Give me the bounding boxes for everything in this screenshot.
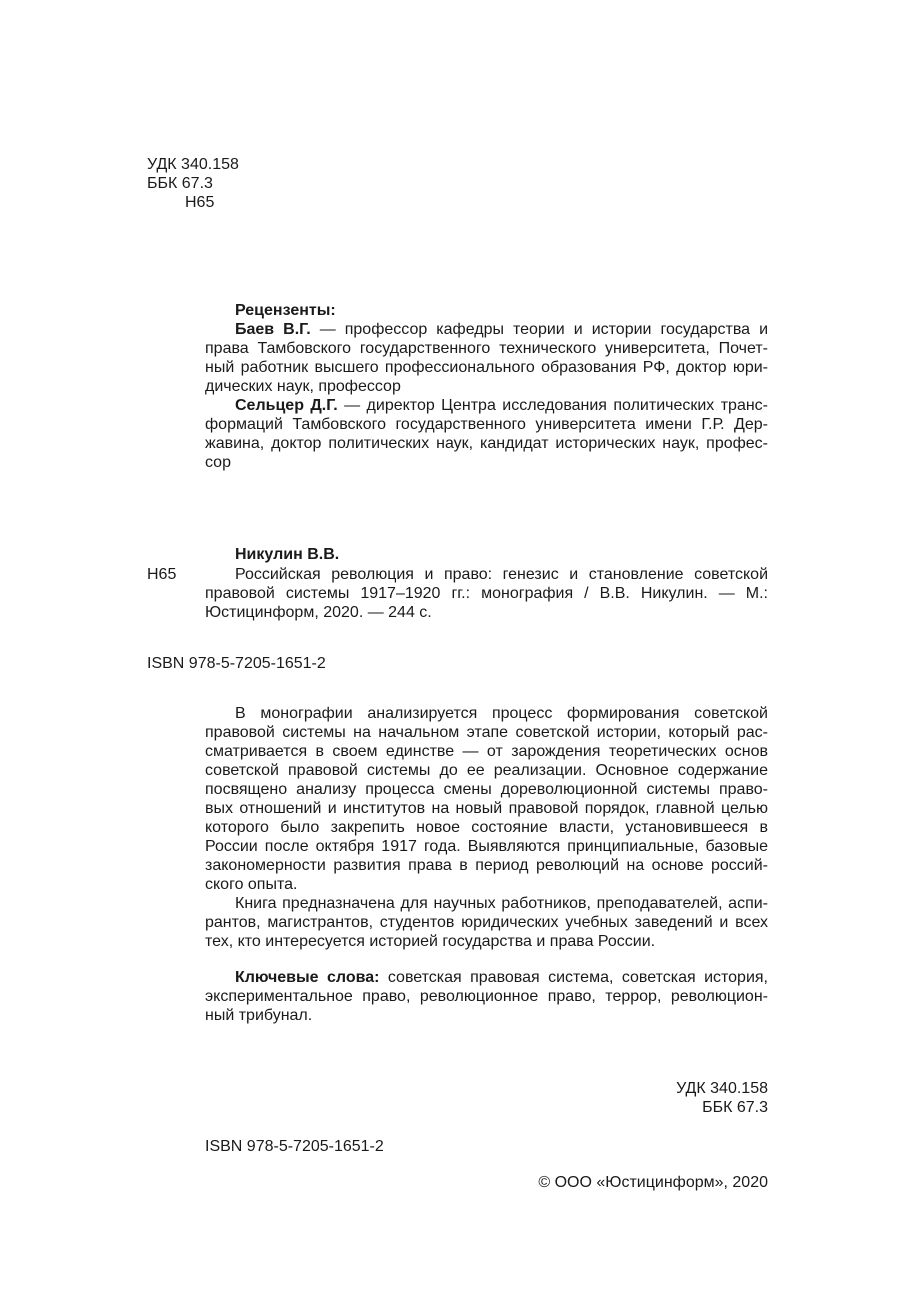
bbk-code-bottom: ББК 67.3 (702, 1099, 768, 1116)
isbn-bottom: ISBN 978-5-7205-1651-2 (205, 1138, 384, 1155)
book-author: Никулин В.В. (235, 546, 340, 563)
reviewer1-line2: права Тамбовского государственного технического университета, Почет- (205, 340, 768, 357)
abstract-line: советской правовой системы до ее реализации. Основное содержание (205, 762, 768, 779)
abstract-line: России после октября 1917 года. Выявляются принципиальные, базовые (205, 838, 768, 855)
bibliography-mark: Н65 (147, 566, 177, 583)
bibliography-line2: правовой системы 1917–1920 гг.: монография / В.В. Никулин. — М.: (205, 585, 768, 602)
reviewer2-line1-text: — директор Центра исследования политических транс- (337, 397, 768, 414)
keywords-line1 (235, 968, 768, 987)
bibliography-line3: Юстицинформ, 2020. — 244 с. (205, 604, 432, 621)
abstract-line: вых отношений и институтов на новый правовой порядок, главной целью (205, 800, 768, 817)
abstract-line: посвящено анализу процесса смены дореволюционной системы право- (205, 781, 768, 798)
abstract-line: Книга предназначена для научных работников, преподавателей, аспи- (235, 895, 768, 912)
reviewer2-line1 (235, 396, 768, 415)
keywords-label: Ключевые слова: (235, 969, 380, 986)
keywords-line2: экспериментальное право, революционное право, террор, революцион- (205, 988, 768, 1005)
reviewer1-line3: ный работник высшего профессионального образования РФ, доктор юри- (205, 359, 768, 376)
abstract-line: закономерности развития права в период революций на основе россий- (205, 857, 768, 874)
abstract-line: которого было закрепить новое состояние власти, установившееся в (205, 819, 768, 836)
udk-code-bottom: УДК 340.158 (676, 1080, 768, 1097)
abstract-line: ского опыта. (205, 876, 298, 893)
reviewer2-line4: сор (205, 454, 231, 471)
reviewers-heading: Рецензенты: (235, 302, 336, 319)
reviewer1-name: Баев В.Г. (235, 321, 311, 338)
abstract-line: В монографии анализируется процесс формирования советской (235, 705, 768, 722)
udk-code: УДК 340.158 (147, 156, 239, 173)
keywords-line1-text: советская правовая система, советская история, (379, 969, 768, 986)
bibliography-line1: Российская революция и право: генезис и становление советской (235, 566, 768, 583)
abstract-line: рантов, магистрантов, студентов юридических учебных заведений и всех (205, 914, 768, 931)
reviewer2-line2: формаций Тамбовского государственного университета имени Г.Р. Дер- (205, 416, 768, 433)
keywords-line3: ный трибунал. (205, 1007, 313, 1024)
isbn-top: ISBN 978-5-7205-1651-2 (147, 655, 326, 672)
abstract-line: тех, кто интересуется историей государства и права России. (205, 933, 656, 950)
author-mark: Н65 (185, 194, 215, 211)
reviewer1-line1 (235, 320, 768, 339)
reviewer2-line3: жавина, доктор политических наук, кандидат исторических наук, профес- (205, 435, 768, 452)
abstract-line: правовой системы на начальном этапе советской истории, который рас- (205, 724, 768, 741)
abstract-line: сматривается в своем единстве — от зарождения теоретических основ (205, 743, 768, 760)
bbk-code: ББК 67.3 (147, 175, 213, 192)
reviewer1-line4: дических наук, профессор (205, 378, 401, 395)
reviewer2-name: Сельцер Д.Г. (235, 397, 338, 414)
copyright: © ООО «Юстицинформ», 2020 (538, 1174, 768, 1191)
reviewer1-line1-text: — профессор кафедры теории и истории государства и (310, 321, 768, 338)
